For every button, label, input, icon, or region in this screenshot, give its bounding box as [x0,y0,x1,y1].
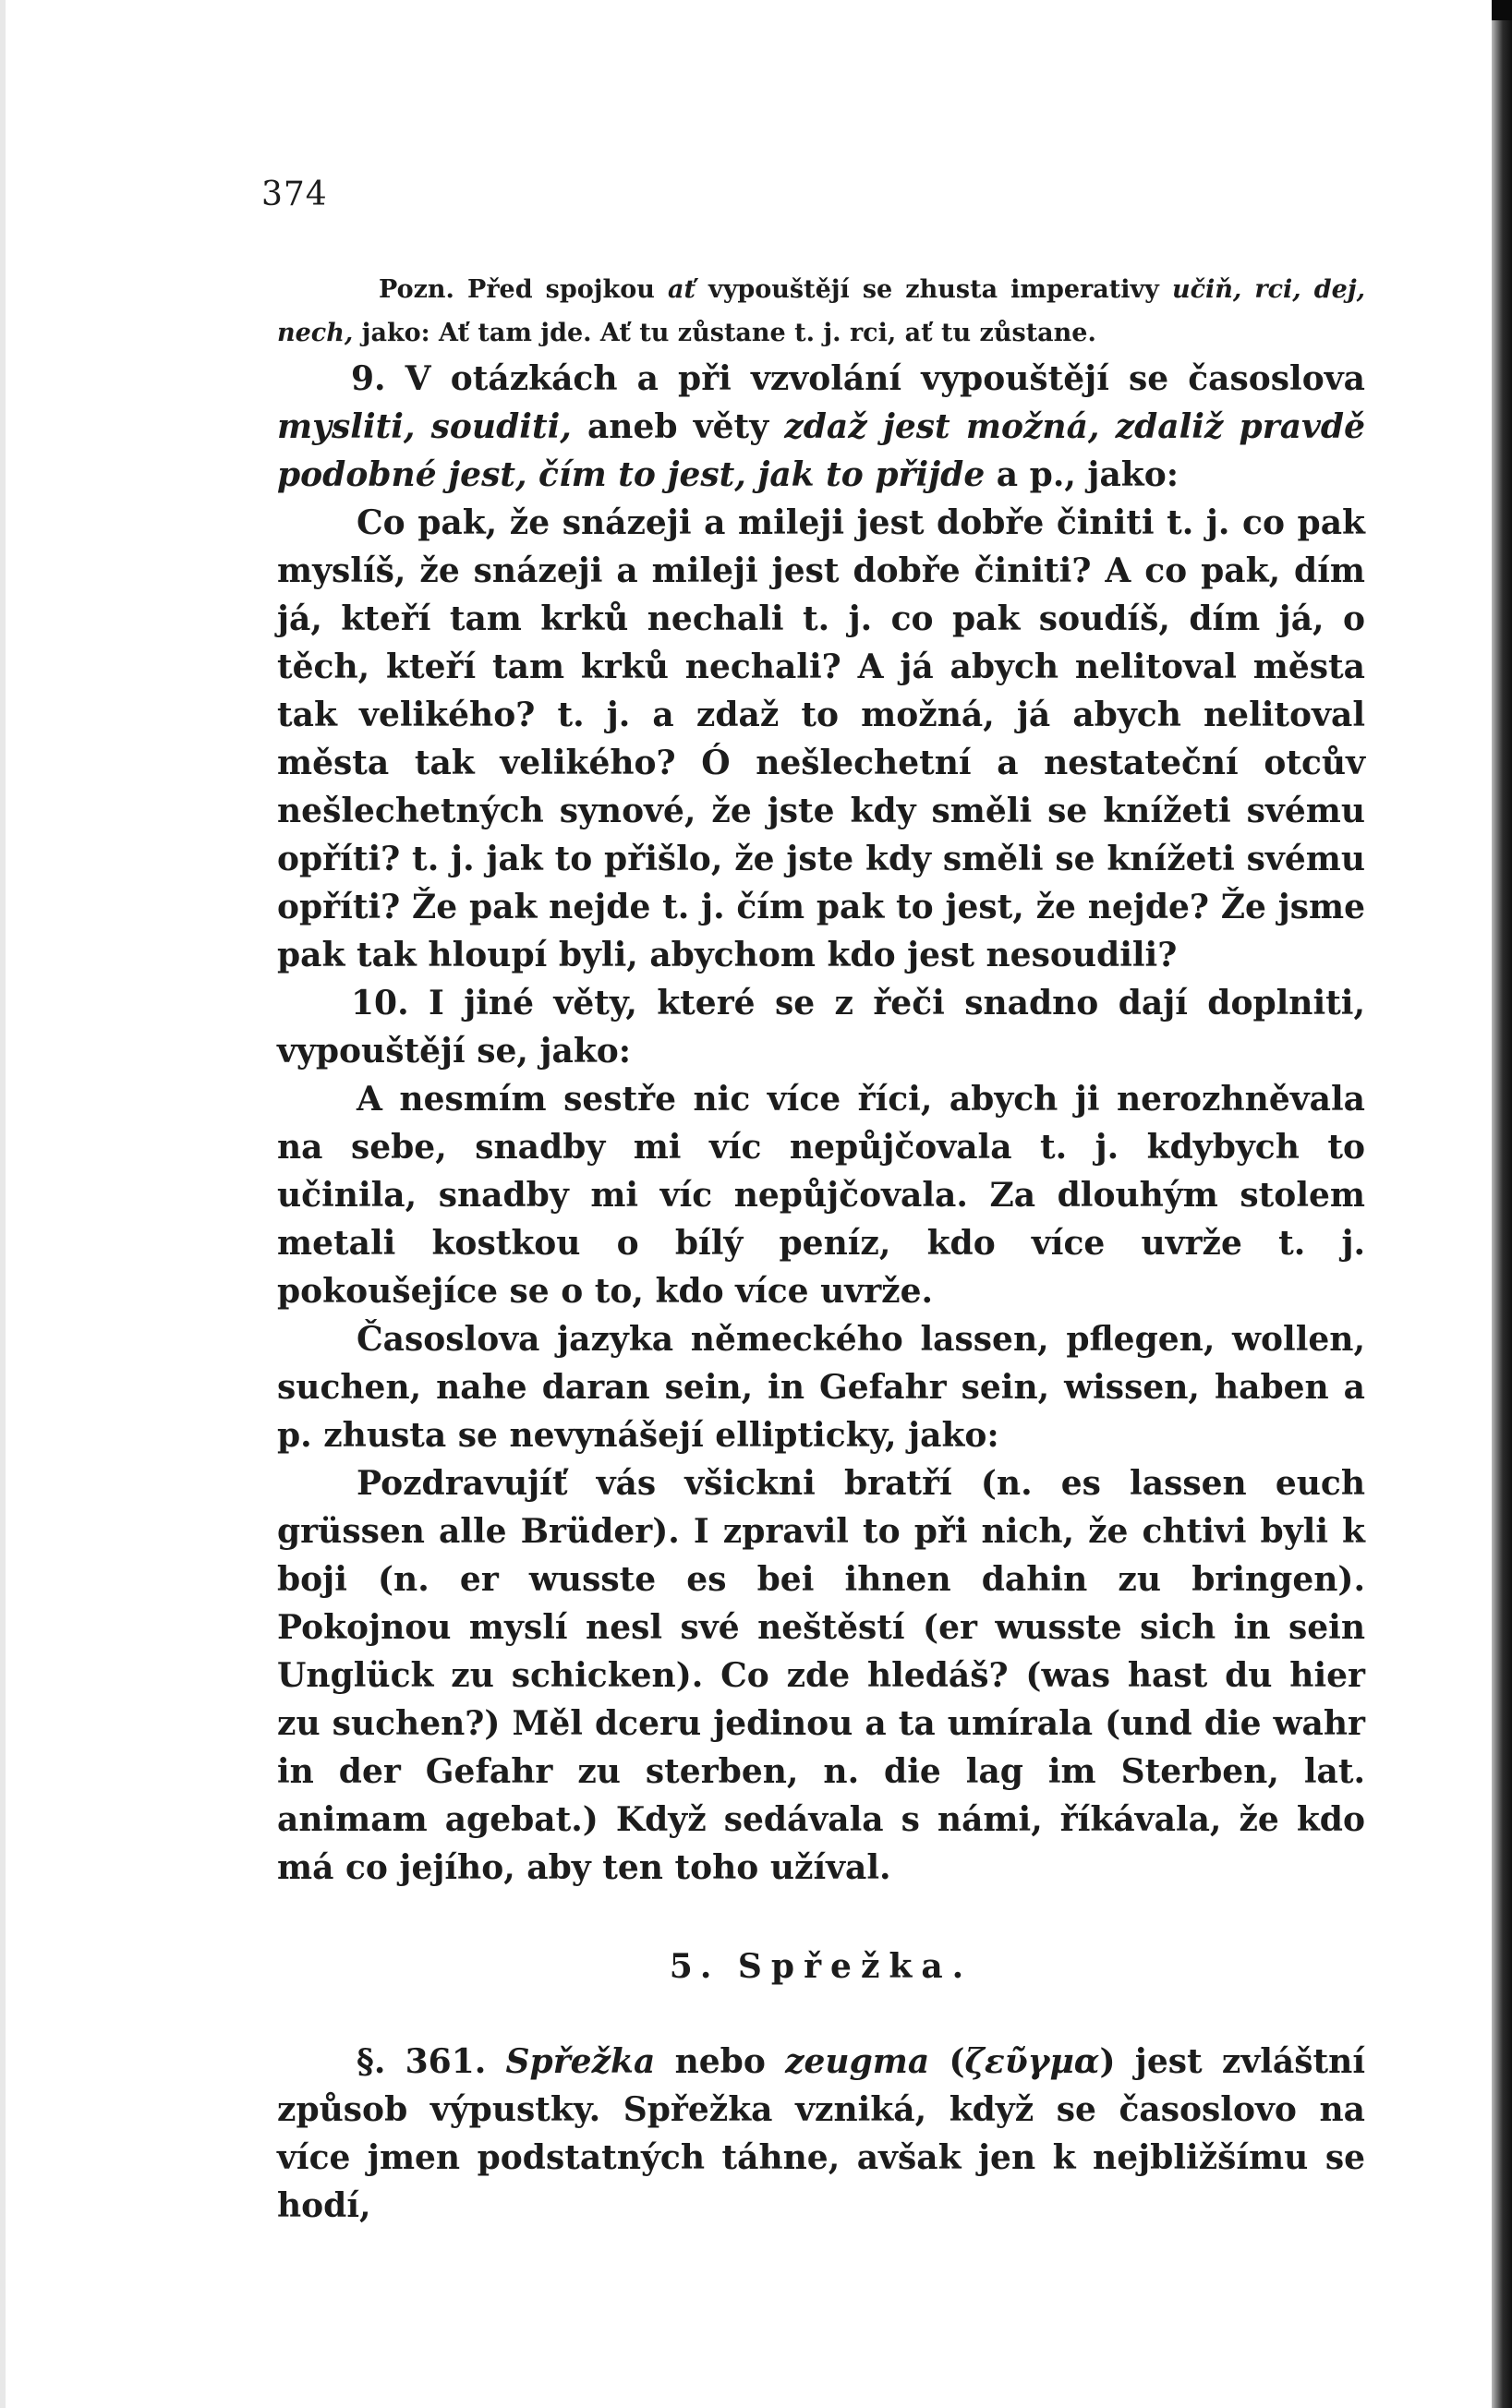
page-left-edge [0,0,6,2408]
section-9-tail: a p., jako: [985,455,1179,494]
section-9-phrases: zdaž jest možná, zdaliž pravdě podobné jest, čím to jest, jak to přijde [277,407,1366,494]
section-10-intro: 10. I jiné věty, které se z řeči snadno dají doplniti, vypouštějí se, jako: [277,984,1365,1071]
note-part3: jako: Ať tam jde. Ať tu zůstane t. j. rci, ať tu zůstane. [353,319,1096,347]
section-361-zeugma: zeugma [785,2042,930,2081]
section-heading-sprezka [277,1947,1365,1986]
note-part2: vypouštějí se zhusta imperativy [695,275,1172,304]
page-number: 374 [261,175,328,213]
note-part1: Pozn. Před spojkou [379,275,668,304]
heading-number: 5. [669,1947,720,1986]
section-361-lead: §. 361. [357,2042,506,2081]
section-9-lead: 9. V otázkách a při vzvolání vypouštějí se časoslova [351,359,1365,398]
section-361-term: Spřežka [505,2042,656,2081]
german-verbs-intro: Časoslova jazyka německého lassen, pflegen, wollen, suchen, nahe daran sein, in Gefahr sein, wissen, haben a p. zhusta se nevynášejí ellipticky, jako: [277,1320,1365,1455]
section-9-intro [277,355,1365,499]
note-at: ať [667,275,696,304]
section-361-rest: ) jest zvláštní způsob výpustky. Spřežka vzniká, když se časoslovo na více jmen podstatných táhne, avšak jen k nejbližšímu se hodí, [277,2042,1365,2225]
scan-corner-mark [1492,0,1512,20]
section-9-mid: aneb věty [571,407,785,446]
page-right-edge-shadow [1492,0,1512,2408]
section-361-mid2: ( [929,2042,965,2081]
section-10-example: A nesmím sestře nic více říci, abych ji nerozhněvala na sebe, snadby mi víc nepůjčovala t. j. kdybych to učinila, snadby mi víc nepůjčovala. Za dlouhým stolem metali kostkou o bílý peníz, kdo více uvrže t. j. pokoušejíce se o to, kdo více uvrže. [277,1080,1365,1311]
section-361 [277,2038,1365,2230]
page-body [277,268,1365,2230]
note-imperatives: učiň, rci, dej, nech, [277,275,1365,347]
section-361-mid1: nebo [655,2042,786,2081]
footnote-pozn [277,268,1365,355]
section-361-greek: ζεῦγμα [964,2042,1100,2081]
german-verbs-example: Pozdravujíť vás všickni bratří (n. es lassen euch grüssen alle Brüder). I zpravil to při nich, že chtivi byli k boji (n. er wusste es bei ihnen dahin zu bringen). Pokojnou myslí nesl své neštěstí (er wusste sich in sein Unglück zu schicken). Co zde hledáš? (was hast du hier zu suchen?) Měl dceru jedinou a ta umírala (und die wahr in der Gefahr zu sterben, n. die lag im Sterben, lat. animam agebat.) Když sedávala s námi, říkávala, že kdo má co jejího, aby ten toho užíval. [277,1464,1365,1887]
section-9-verbs: mysliti, souditi, [277,407,572,446]
section-9-example: Co pak, že snázeji a mileji jest dobře činiti t. j. co pak myslíš, že snázeji a mileji jest dobře činiti? A co pak, dím já, kteří tam krků nechali t. j. co pak soudíš, dím já, o těch, kteří tam krků nechali? A já abych nelitoval města tak velikého? t. j. a zdaž to možná, já abych nelitoval města tak velikého? Ó nešlechetní a nestateční otcův nešlechetných synové, že jste kdy směli se knížeti svému opříti? t. j. jak to přišlo, že jste kdy směli se knížeti svému opříti? Že pak nejde t. j. čím pak to jest, že nejde? Že jsme pak tak hloupí byli, abychom kdo jest nesoudili? [277,503,1365,974]
heading-title: Spřežka. [737,1947,974,1986]
